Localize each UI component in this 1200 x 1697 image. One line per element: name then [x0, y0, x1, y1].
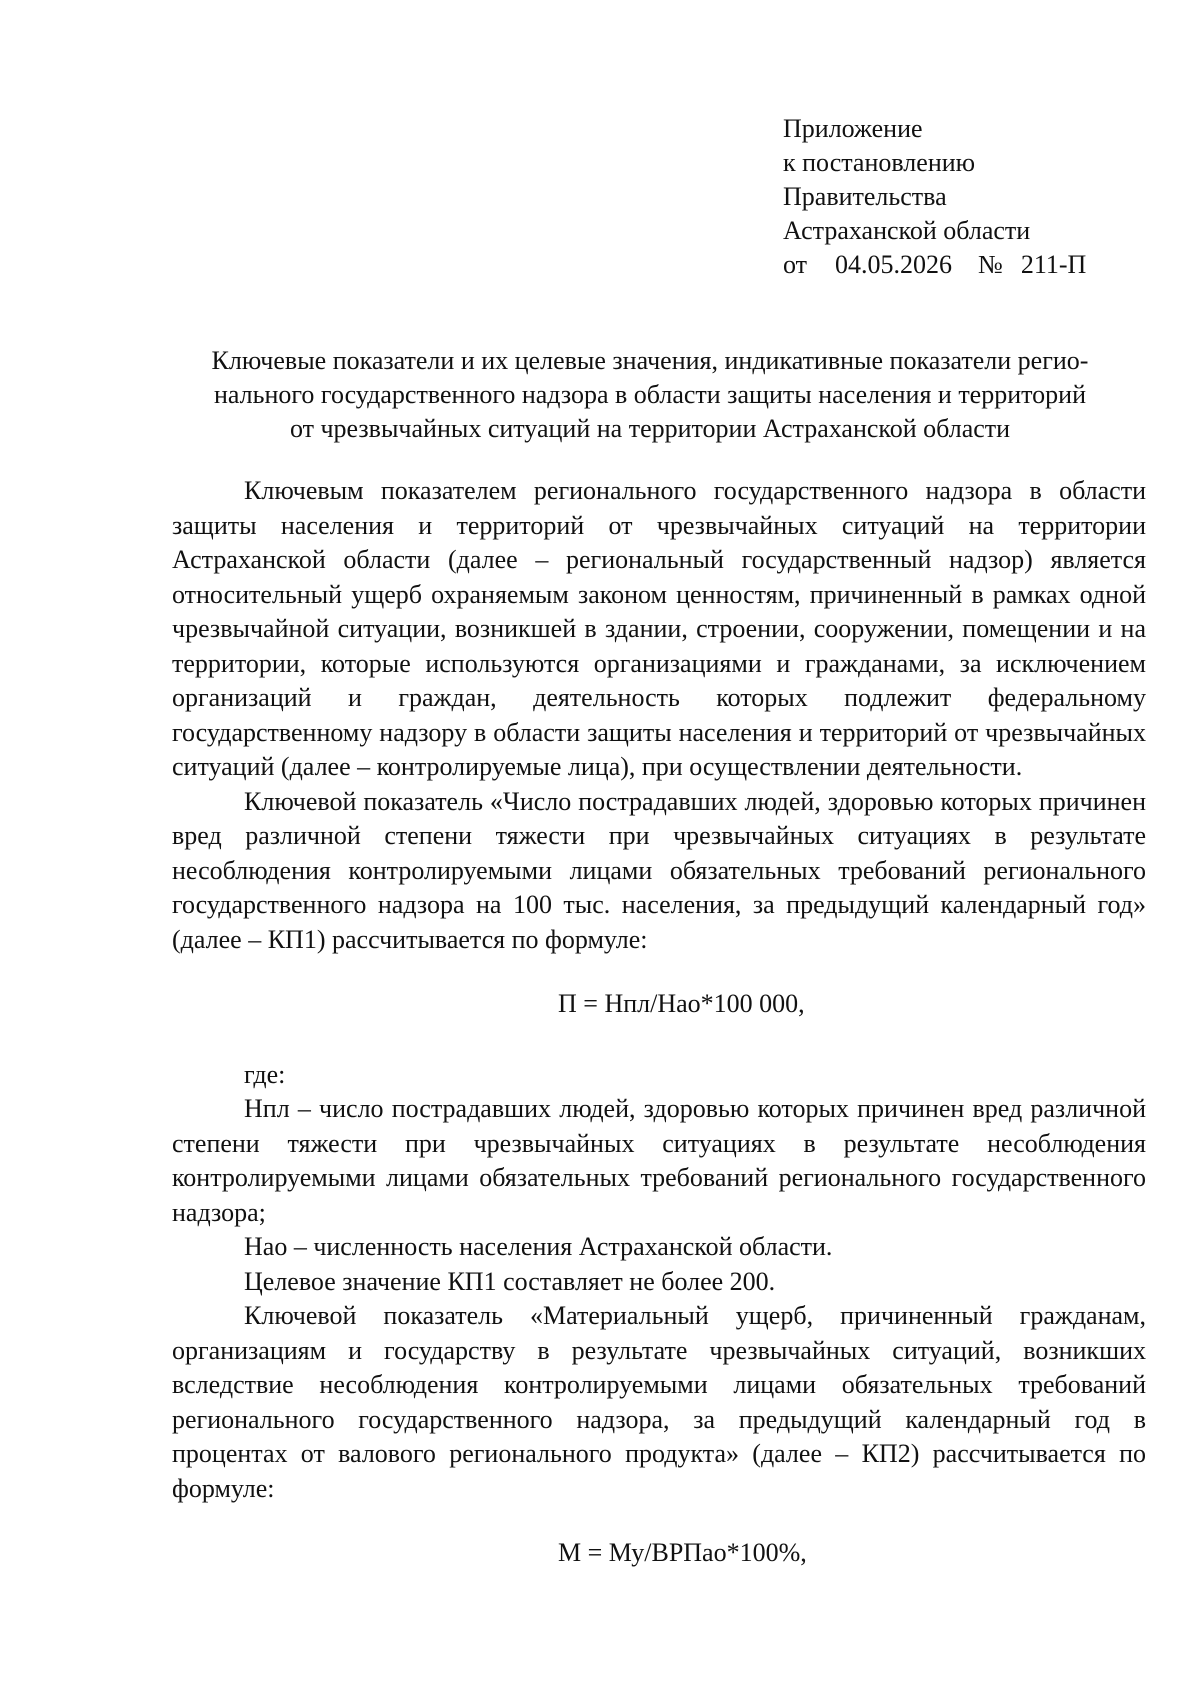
formula-kp2: М = Му/ВРПао*100%, [558, 1538, 807, 1567]
annex-line-1: Приложение [783, 114, 923, 143]
annex-line-3: Правительства [783, 182, 947, 211]
annex-header [783, 112, 1086, 282]
title-line-3: от чрезвычайных ситуаций на территории Астраханской области [289, 414, 1011, 443]
annex-date: 04.05.2026 [835, 250, 953, 279]
title-line-2: нального государственного надзора в области защиты населения и территорий [213, 380, 1086, 409]
paragraph-where: где: [244, 1059, 286, 1089]
title-line-1: Ключевые показатели и их целевые значения, индикативные показатели регио- [211, 346, 1089, 375]
annex-line-2: к постановлению [783, 148, 976, 177]
document-body [172, 474, 1146, 1607]
document-title [170, 344, 1130, 446]
annex-from-label: от [783, 250, 808, 279]
paragraph-npl-definition: Нпл – число пострадавших людей, здоровью которых причинен вред различной степени тяжести при чрезвычайных ситуациях в результате несоблюдения контролируемыми лицами обязательных требований регионального государственного надзора; [172, 1094, 1146, 1227]
annex-date-line [783, 248, 1086, 282]
paragraph-kp2-definition: Ключевой показатель «Материальный ущерб, причиненный гражданам, организациям и государству в результате чрезвычайных ситуаций, возникших вследствие несоблюдения контролируемыми лицами обязательных требований регионального государственного надзора, за предыдущий календарный год в процентах от валового регионального продукта» (далее – КП2) рассчитывается по формуле: [172, 1301, 1146, 1503]
paragraph-key-indicator-intro: Ключевым показателем регионального государственного надзора в области защиты населения и территорий от чрезвычайных ситуаций на территории Астраханской области (далее – региональный государственный надзор) является относительный ущерб охраняемым законом ценностям, причиненный в рамках одной чрезвычайной ситуации, возникшей в здании, строении, сооружении, помещении и на территории, которые используются организациями и гражданами, за исключением организаций и граждан, деятельность которых подлежит федеральному государственному надзору в области защиты населения и территорий от чрезвычайных ситуаций (далее – контролируемые лица), при осуществлении деятельности. [172, 476, 1146, 781]
annex-number: 211-П [1020, 250, 1087, 279]
annex-line-4: Астраханской области [783, 216, 1031, 245]
paragraph-kp1-definition: Ключевой показатель «Число пострадавших людей, здоровью которых причинен вред различной степени тяжести при чрезвычайных ситуациях в результате несоблюдения контролируемыми лицами обязательных требований регионального государственного надзора на 100 тыс. населения, за предыдущий календарный год» (далее – КП1) рассчитывается по формуле: [172, 786, 1146, 954]
paragraph-kp1-target: Целевое значение КП1 составляет не более 200. [244, 1266, 776, 1296]
formula-kp1: П = Нпл/Нао*100 000, [558, 989, 805, 1018]
annex-number-label: № [978, 250, 1003, 279]
paragraph-nao-definition: Нао – численность населения Астраханской области. [244, 1232, 833, 1261]
